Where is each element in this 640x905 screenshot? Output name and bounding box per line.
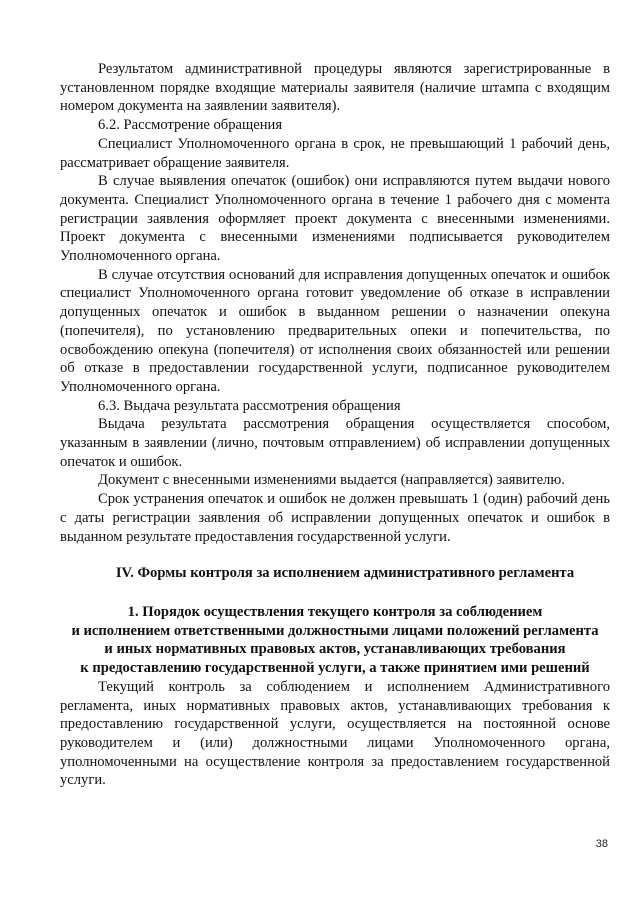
subsection-heading-line: 1. Порядок осуществления текущего контроля за соблюдением [127,603,543,620]
subsection-heading-line: и исполнением ответственными должностными лицами положений регламента [71,622,599,639]
page-number: 38 [595,838,608,850]
paragraph-current-control: Текущий контроль за соблюдением и исполнением Административного регламента, иных нормативных правовых актов, устанавливающих требования к предоставлению государственной услуги, осуществляется на постоянной основе руководителем и (или) должностными лицами Уполномоченного органа, уполномоченными на осуществление контроля за предоставлением государственной услуги. [60,678,610,789]
document-page [60,60,610,790]
paragraph-procedure-result: Результатом административной процедуры являются зарегистрированные в установленном порядке входящие материалы заявителя (наличие штампа с входящим номером документа на заявлении заявителя). [60,61,610,115]
section-heading: IV. Формы контроля за исполнением административного регламента [115,565,575,582]
subsection-heading [60,603,610,678]
subsection-heading-line: к предоставлению государственной услуги, а также принятием ими решений [80,660,590,677]
paragraph-delivery-method: Выдача результата рассмотрения обращения осуществляется способом, указанным в заявлении (лично, почтовым отправлением) об исправлении допущенных опечаток и ошибок. [60,416,610,470]
paragraph-heading-6-3: 6.3. Выдача результата рассмотрения обращения [98,397,401,414]
paragraph-typo-correction: В случае выявления опечаток (ошибок) они исправляются путем выдачи нового документа. Специалист Уполномоченного органа в течение 1 рабочего дня с момента регистрации заявления оформляет проект документа с внесенными изменениями. Проект документа с внесенными изменениями подписывается руководителем Уполномоченного органа. [60,173,610,265]
paragraph-heading-6-2: 6.2. Рассмотрение обращения [98,117,283,134]
paragraph-refusal-notice: В случае отсутствия оснований для исправления допущенных опечаток и ошибок специалист Уполномоченного органа готовит уведомление об отказе в исправлении допущенных опечаток и ошибок в выданном решении о назначении опекуна (попечителя), по установлению предварительных опеки и попечительства, по освобождению опекуна (попечителя) от исполнения своих обязанностей или решении об отказе в предоставлении государственной услуги, подписанное руководителем Уполномоченного органа. [60,266,610,395]
subsection-heading-line: и иных нормативных правовых актов, устанавливающих требования [104,641,566,658]
paragraph-correction-deadline: Срок устранения опечаток и ошибок не должен превышать 1 (один) рабочий день с даты регистрации заявления об исправлении допущенных опечаток и ошибок в выданном результате предоставления государственной услуги. [60,491,610,545]
paragraph-review-term: Специалист Уполномоченного органа в срок, не превышающий 1 рабочий день, рассматривает обращение заявителя. [60,135,610,171]
paragraph-document-issued: Документ с внесенными изменениями выдается (направляется) заявителю. [98,472,565,489]
